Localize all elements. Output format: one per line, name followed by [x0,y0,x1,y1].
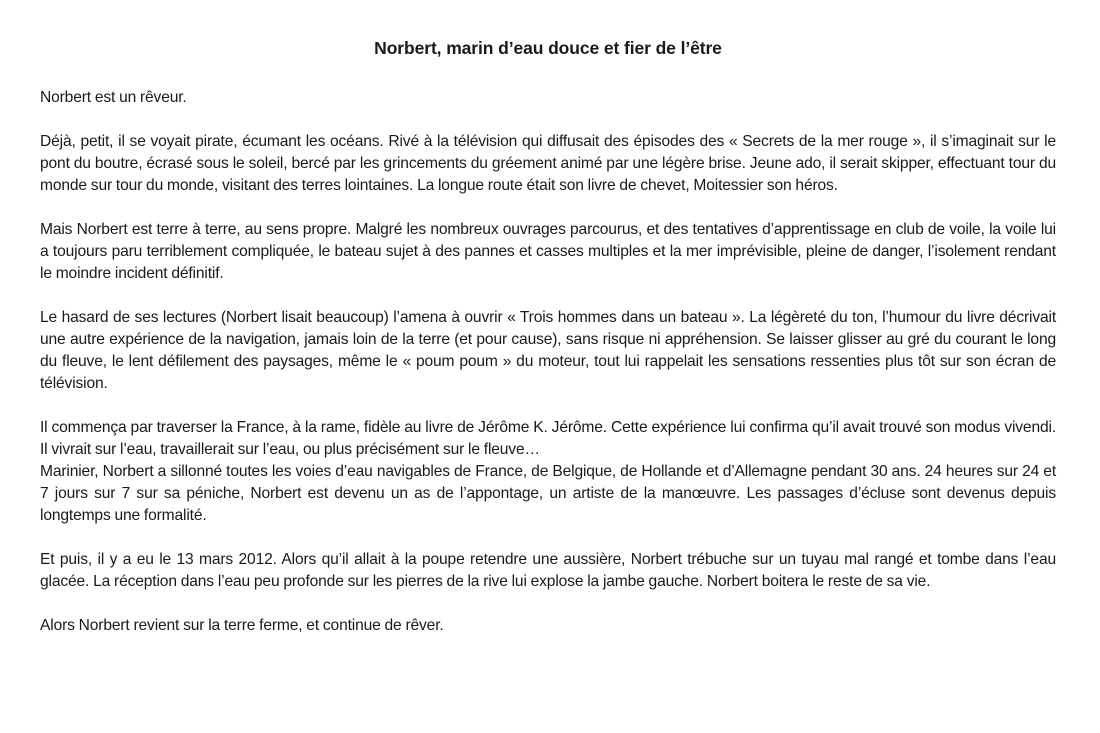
document-page [40,36,1056,659]
paragraph-crossing-france: Il commença par traverser la France, à la rame, fidèle au livre de Jérôme K. Jérôme. Cette expérience lui confirma qu’il avait trouvé son modus vivendi. Il vivrait sur l’eau, travaillerait sur l’eau, ou plus précisément sur le fleuve… [40,419,1056,458]
paragraph-three-men-in-a-boat: Le hasard de ses lectures (Norbert lisait beaucoup) l’amena à ouvrir « Trois hommes dans un bateau ». La légèreté du ton, l’humour du livre décrivait une autre expérience de la navigation, jamais loin de la terre (et pour cause), sans risque ni appréhension. Se laisser glisser au gré du courant le long du fleuve, le lent défilement des paysages, même le « poum poum » du moteur, tout lui rappelait les sensations ressenties plus tôt sur son écran de télévision. [40,309,1056,392]
paragraph-intro: Norbert est un rêveur. [40,89,187,106]
paragraph-bargeman-career: Marinier, Norbert a sillonné toutes les voies d’eau navigables de France, de Belgique, de Hollande et d’Allemagne pendant 30 ans. 24 heures sur 24 et 7 jours sur 7 sur sa péniche, Norbert est devenu un as de l’appontage, un artiste de la manœuvre. Les passages d’écluse sont devenus depuis longtemps une formalité. [40,463,1056,524]
document-title: Norbert, marin d’eau douce et fier de l’être [374,38,722,58]
paragraph-down-to-earth: Mais Norbert est terre à terre, au sens propre. Malgré les nombreux ouvrages parcourus, et des tentatives d’apprentissage en club de voile, la voile lui a toujours paru terriblement compliquée, le bateau sujet à des pannes et casses multiples et la mer imprévisible, pleine de danger, l’isolement rendant le moindre incident définitif. [40,221,1056,282]
paragraph-conclusion: Alors Norbert revient sur la terre ferme, et continue de rêver. [40,617,444,634]
paragraph-accident: Et puis, il y a eu le 13 mars 2012. Alors qu’il allait à la poupe retendre une aussière, Norbert trébuche sur un tuyau mal rangé et tombe dans l’eau glacée. La réception dans l’eau peu profonde sur les pierres de la rive lui explose la jambe gauche. Norbert boitera le reste de sa vie. [40,551,1056,590]
paragraph-childhood-dreams: Déjà, petit, il se voyait pirate, écumant les océans. Rivé à la télévision qui diffusait des épisodes des « Secrets de la mer rouge », il s’imaginait sur le pont du boutre, écrasé sous le soleil, bercé par les grincements du gréement animé par une légère brise. Jeune ado, il serait skipper, effectuant tour du monde sur tour du monde, visitant des terres lointaines. La longue route était son livre de chevet, Moitessier son héros. [40,133,1056,194]
